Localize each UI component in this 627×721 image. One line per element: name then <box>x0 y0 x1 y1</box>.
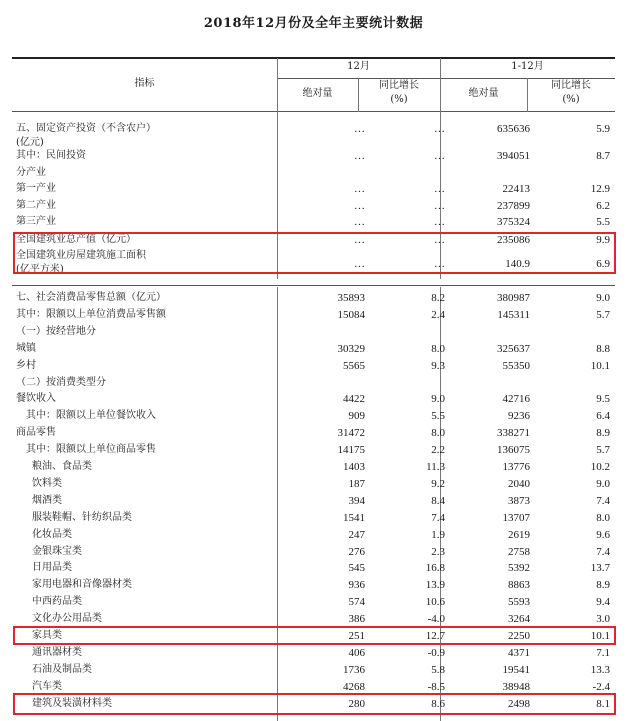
cell-ytd-abs: 145311 <box>497 308 530 321</box>
cell-ytd-abs: 2619 <box>508 528 530 541</box>
cell-dec-abs: … <box>354 216 365 228</box>
table-row <box>12 324 615 340</box>
cell-ytd-abs: 55350 <box>502 359 530 372</box>
row-label: （二）按消费类型分 <box>16 376 106 388</box>
cell-ytd-abs: 8863 <box>508 579 530 592</box>
header-mid-rule <box>277 78 615 79</box>
table-row <box>12 375 615 391</box>
cell-ytd-abs: 4371 <box>508 646 530 659</box>
cell-dec-abs: 1736 <box>343 663 365 676</box>
cell-ytd-abs: 2498 <box>508 697 530 710</box>
cell-dec-yoy: … <box>434 216 445 228</box>
table-row <box>12 148 615 164</box>
cell-dec-abs: 936 <box>348 579 365 592</box>
cell-ytd-yoy: 13.3 <box>590 663 610 676</box>
cell-dec-abs: 251 <box>348 630 365 642</box>
section-rule <box>12 285 615 286</box>
cell-ytd-abs: 5593 <box>508 596 530 609</box>
table-top-rule <box>12 57 615 59</box>
cell-dec-yoy: 5.8 <box>431 663 445 676</box>
cell-dec-abs: … <box>354 200 365 212</box>
row-label: 其中：限额以上单位消费品零售额 <box>16 308 166 320</box>
cell-ytd-abs: 140.9 <box>505 258 530 270</box>
cell-ytd-abs: 375324 <box>497 216 530 228</box>
cell-dec-abs: … <box>354 123 365 135</box>
cell-ytd-yoy: 12.9 <box>590 183 610 195</box>
table-row <box>12 611 615 627</box>
cell-ytd-yoy: 7.1 <box>596 646 610 659</box>
table-row <box>12 459 615 475</box>
row-label: 通讯器材类 <box>32 646 82 658</box>
cell-dec-yoy: 2.4 <box>431 308 445 321</box>
row-label: (亿平方米) <box>16 264 64 275</box>
cell-dec-yoy: … <box>434 234 445 246</box>
header-indicator: 指标 <box>134 78 155 89</box>
cell-ytd-yoy: 3.0 <box>596 613 610 626</box>
cell-dec-abs: 15084 <box>337 308 365 321</box>
row-label: 七、社会消费品零售总额（亿元） <box>16 292 166 303</box>
cell-ytd-abs: 38948 <box>502 680 530 693</box>
cell-ytd-yoy: 7.4 <box>596 494 610 507</box>
table-row <box>12 165 615 181</box>
cell-dec-abs: 35893 <box>337 292 365 304</box>
cell-dec-yoy: … <box>434 258 445 270</box>
table-row <box>12 476 615 492</box>
cell-ytd-abs: 13707 <box>502 511 530 524</box>
cell-dec-abs: 406 <box>348 646 365 659</box>
cell-dec-abs: 4422 <box>343 393 365 406</box>
cell-dec-yoy: 1.9 <box>431 528 445 541</box>
row-label: （一）按经营地分 <box>16 325 96 337</box>
cell-dec-abs: 247 <box>348 528 365 541</box>
cell-ytd-abs: 394051 <box>497 150 530 162</box>
table-row <box>12 560 615 576</box>
table-row <box>12 425 615 441</box>
cell-ytd-abs: 380987 <box>497 292 530 304</box>
table-row <box>12 214 615 230</box>
cell-dec-abs: … <box>354 234 365 246</box>
cell-dec-yoy: -8.5 <box>427 680 445 693</box>
table-row <box>12 408 615 424</box>
row-label: 汽车类 <box>32 680 62 692</box>
cell-dec-yoy: … <box>434 200 445 212</box>
cell-ytd-yoy: 5.7 <box>596 444 610 457</box>
cell-dec-yoy: 8.4 <box>431 494 445 507</box>
cell-ytd-yoy: 7.4 <box>596 545 610 558</box>
row-label: 全国建筑业房屋建筑施工面积 <box>16 250 146 261</box>
cell-dec-yoy: 9.2 <box>431 477 445 490</box>
row-label: 文化办公用品类 <box>32 613 102 625</box>
row-label: 其中：民间投资 <box>16 150 86 161</box>
row-label: 建筑及装潢材料类 <box>32 697 112 709</box>
row-label: 第一产业 <box>16 183 56 194</box>
cell-ytd-abs: 3264 <box>508 613 530 626</box>
cell-ytd-yoy: 8.1 <box>596 697 610 710</box>
table-row <box>12 358 615 374</box>
cell-ytd-abs: 2758 <box>508 545 530 558</box>
row-label: 化妆品类 <box>32 528 72 540</box>
cell-ytd-abs: 13776 <box>502 461 530 473</box>
table-row <box>12 577 615 593</box>
cell-dec-yoy: 9.3 <box>431 359 445 372</box>
cell-ytd-yoy: 8.7 <box>596 150 610 162</box>
cell-ytd-yoy: 8.8 <box>596 342 610 355</box>
table-row <box>12 290 615 306</box>
cell-dec-yoy: 13.9 <box>425 579 445 592</box>
row-label: 商品零售 <box>16 427 56 439</box>
row-label: 金银珠宝类 <box>32 545 82 557</box>
cell-ytd-yoy: 9.0 <box>596 292 610 304</box>
table-row <box>12 527 615 543</box>
cell-dec-abs: 276 <box>348 545 365 558</box>
cell-dec-yoy: 8.0 <box>431 427 445 440</box>
cell-ytd-yoy: 5.5 <box>596 216 610 228</box>
row-label: 城镇 <box>16 342 36 354</box>
header-abs-dec: 绝对量 <box>302 88 333 99</box>
cell-dec-abs: … <box>354 150 365 162</box>
highlight-box-construction <box>13 232 616 274</box>
cell-dec-abs: 1403 <box>343 461 365 473</box>
row-label: 其中：限额以上单位餐饮收入 <box>26 410 156 422</box>
cell-ytd-yoy: 9.9 <box>596 234 610 246</box>
cell-ytd-yoy: 6.4 <box>596 410 610 423</box>
cell-ytd-abs: 22413 <box>502 183 530 195</box>
cell-dec-abs: 386 <box>348 613 365 626</box>
cell-ytd-yoy: 6.2 <box>596 200 610 212</box>
highlight-box-building-materials <box>13 693 616 715</box>
cell-ytd-abs: 136075 <box>497 444 530 457</box>
cell-dec-abs: 31472 <box>337 427 365 440</box>
cell-ytd-yoy: 5.9 <box>596 123 610 135</box>
cell-ytd-abs: 237899 <box>497 200 530 212</box>
row-label: 粮油、食品类 <box>32 461 92 472</box>
cell-ytd-abs: 2040 <box>508 477 530 490</box>
cell-dec-abs: 909 <box>348 410 365 423</box>
cell-dec-abs: 1541 <box>343 511 365 524</box>
cell-dec-abs: 280 <box>348 697 365 710</box>
cell-ytd-yoy: 8.0 <box>596 511 610 524</box>
cell-dec-yoy: 16.8 <box>425 562 445 575</box>
cell-dec-abs: 4268 <box>343 680 365 693</box>
cell-ytd-yoy: 8.9 <box>596 579 610 592</box>
cell-ytd-yoy: 9.4 <box>596 596 610 609</box>
header-december: 12月 <box>347 61 370 72</box>
cell-dec-yoy: 12.7 <box>425 630 445 642</box>
header-pct-dec: (%) <box>390 94 408 105</box>
cell-ytd-yoy: -2.4 <box>592 680 610 693</box>
page-title: 2018年12月份及全年主要统计数据 <box>203 16 424 31</box>
row-label: 第三产业 <box>16 216 56 227</box>
table-row <box>12 391 615 407</box>
table-row <box>12 181 615 197</box>
cell-ytd-abs: 3873 <box>508 494 530 507</box>
cell-ytd-yoy: 13.7 <box>590 562 610 575</box>
cell-dec-abs: 14175 <box>337 444 365 457</box>
cell-dec-yoy: … <box>434 183 445 195</box>
row-label: 服装鞋帽、针纺织品类 <box>32 511 132 523</box>
cell-dec-abs: 5565 <box>343 359 365 372</box>
header-abs-ytd: 绝对量 <box>468 88 499 99</box>
header-yoy-dec: 同比增长 <box>379 80 419 91</box>
row-label: 其中：限额以上单位商品零售 <box>26 444 156 456</box>
table-row <box>12 594 615 610</box>
cell-ytd-abs: 635636 <box>497 123 530 135</box>
cell-dec-abs: … <box>354 183 365 195</box>
cell-ytd-yoy: 10.1 <box>590 359 610 372</box>
cell-ytd-yoy: 8.9 <box>596 427 610 440</box>
cell-ytd-abs: 19541 <box>502 663 530 676</box>
cell-ytd-yoy: 6.9 <box>596 258 610 270</box>
table-row <box>12 544 615 560</box>
cell-dec-yoy: 2.2 <box>431 444 445 457</box>
header-bottom-rule <box>12 111 615 112</box>
table-row <box>12 341 615 357</box>
row-label: 石油及制品类 <box>32 663 92 675</box>
row-label: 中西药品类 <box>32 596 82 608</box>
cell-ytd-yoy: 9.0 <box>596 477 610 490</box>
cell-ytd-abs: 5392 <box>508 562 530 575</box>
cell-dec-yoy: 10.6 <box>425 596 445 609</box>
row-label: (亿元) <box>16 137 44 148</box>
cell-ytd-abs: 235086 <box>497 234 530 246</box>
cell-dec-abs: 394 <box>348 494 365 507</box>
cell-dec-yoy: 8.6 <box>431 697 445 710</box>
row-label: 五、固定资产投资（不含农户） <box>16 123 156 134</box>
row-label: 全国建筑业总产值（亿元） <box>16 234 136 245</box>
row-label: 餐饮收入 <box>16 393 56 405</box>
cell-ytd-yoy: 5.7 <box>596 308 610 321</box>
cell-dec-abs: 30329 <box>337 342 365 355</box>
table-row <box>12 645 615 661</box>
row-label: 乡村 <box>16 359 36 371</box>
row-label: 第二产业 <box>16 200 56 211</box>
cell-ytd-abs: 325637 <box>497 342 530 355</box>
cell-dec-yoy: -4.0 <box>427 613 445 626</box>
table-row <box>12 198 615 214</box>
row-label: 家用电器和音像器材类 <box>32 579 132 591</box>
cell-dec-yoy: 8.2 <box>431 292 445 304</box>
cell-ytd-yoy: 10.2 <box>590 461 610 473</box>
cell-ytd-abs: 338271 <box>497 427 530 440</box>
cell-dec-yoy: 8.0 <box>431 342 445 355</box>
cell-ytd-yoy: 9.5 <box>596 393 610 406</box>
cell-dec-yoy: … <box>434 150 445 162</box>
cell-dec-yoy: 11.3 <box>426 461 445 473</box>
cell-ytd-abs: 9236 <box>508 410 530 423</box>
cell-dec-abs: 545 <box>348 562 365 575</box>
cell-dec-abs: 187 <box>348 477 365 490</box>
cell-dec-yoy: … <box>434 123 445 135</box>
table-row <box>12 510 615 526</box>
row-label: 日用品类 <box>32 562 72 574</box>
cell-dec-abs: … <box>354 258 365 270</box>
table-row <box>12 493 615 509</box>
header-pct-ytd: (%) <box>562 94 580 105</box>
cell-dec-yoy: 9.0 <box>431 393 445 406</box>
cell-ytd-yoy: 10.1 <box>590 630 610 642</box>
header-ytd: 1-12月 <box>511 61 544 72</box>
cell-dec-yoy: 2.3 <box>431 545 445 558</box>
cell-dec-yoy: 5.5 <box>431 410 445 423</box>
row-label: 家具类 <box>32 630 62 641</box>
cell-dec-yoy: -0.9 <box>427 646 445 659</box>
table-row <box>12 442 615 458</box>
row-label: 分产业 <box>16 167 46 178</box>
cell-dec-abs: 574 <box>348 596 365 609</box>
row-label: 烟酒类 <box>32 494 62 506</box>
row-label: 饮料类 <box>32 477 62 489</box>
highlight-box-furniture <box>13 626 616 645</box>
cell-ytd-abs: 42716 <box>502 393 530 406</box>
table-row <box>12 662 615 678</box>
cell-ytd-yoy: 9.6 <box>596 528 610 541</box>
header-yoy-ytd: 同比增长 <box>551 80 591 91</box>
table-row <box>12 307 615 323</box>
cell-dec-yoy: 7.4 <box>431 511 445 524</box>
cell-ytd-abs: 2250 <box>508 630 530 642</box>
